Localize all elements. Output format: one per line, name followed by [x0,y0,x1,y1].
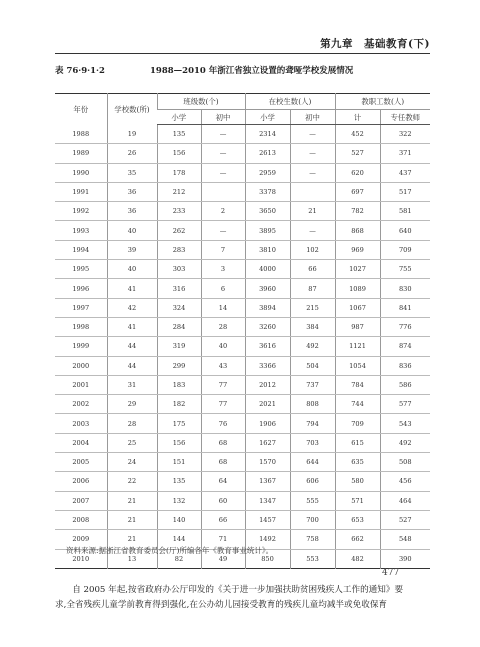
table-cell: 850 [245,549,290,568]
table-cell: 215 [290,298,335,317]
table-cell: 1994 [55,240,107,259]
table-cell: 2314 [245,125,290,144]
table-cell: 969 [335,240,380,259]
table-cell: 615 [335,433,380,452]
table-cell: 1367 [245,472,290,491]
table-cell: 830 [380,279,430,298]
table-cell: 40 [107,221,157,240]
table-cell: 662 [335,530,380,549]
table-row [55,433,430,452]
table-body [55,125,430,569]
table-cell: 464 [380,491,430,510]
table-cell: 1570 [245,453,290,472]
table-cell: 156 [157,144,201,163]
table-cell: 135 [157,125,201,144]
body-paragraph-line: 自 2005 年起,按省政府办公厅印发的《关于进一步加强扶助贫困残疾人工作的通知》要 [55,585,404,595]
table-cell: — [201,144,245,163]
page-number: 477 [382,568,400,578]
table-cell: 776 [380,317,430,336]
table-cell: 303 [157,260,201,279]
table-cell: 1492 [245,530,290,549]
table-cell: — [290,163,335,182]
table-cell: 21 [107,510,157,529]
table-cell: 183 [157,375,201,394]
table-cell: 3378 [245,182,290,201]
table-row [55,182,430,201]
table-cell: 527 [335,144,380,163]
table-cell: — [290,125,335,144]
table-cell: 3 [201,260,245,279]
table-row [55,337,430,356]
table-cell: 322 [380,125,430,144]
table-cell: 22 [107,472,157,491]
table-row [55,491,430,510]
table-cell: — [290,221,335,240]
table-cell: 151 [157,453,201,472]
table-cell: 64 [201,472,245,491]
table-cell: 640 [380,221,430,240]
table-cell: 2001 [55,375,107,394]
table-cell: 371 [380,144,430,163]
table-cell: 1992 [55,202,107,221]
table-cell: 1995 [55,260,107,279]
table-cell: 6 [201,279,245,298]
table-cell: 299 [157,356,201,375]
table-cell: 1990 [55,163,107,182]
table-cell: 14 [201,298,245,317]
table-cell: 36 [107,202,157,221]
table-cell: 1991 [55,182,107,201]
table-row [55,356,430,375]
table-cell: 580 [335,472,380,491]
table-cell: 697 [335,182,380,201]
table-cell: 390 [380,549,430,568]
table-cell: 836 [380,356,430,375]
table-cell: 784 [335,375,380,394]
table-cell: 182 [157,395,201,414]
table-cell: 1906 [245,414,290,433]
table-cell: 26 [107,144,157,163]
table-cell: 77 [201,395,245,414]
table-cell: 7 [201,240,245,259]
table-cell: 21 [107,491,157,510]
table-cell: 492 [380,433,430,452]
table-row [55,414,430,433]
table-cell: 76 [201,414,245,433]
table-cell: 66 [290,260,335,279]
table-cell: 1054 [335,356,380,375]
table-cell: 1988 [55,125,107,144]
table-cell: — [201,221,245,240]
table-cell: 808 [290,395,335,414]
table-row [55,395,430,414]
table-row [55,240,430,259]
data-table [55,93,430,569]
table-cell: 28 [107,414,157,433]
table-cell: 3616 [245,337,290,356]
table-cell: 3894 [245,298,290,317]
table-cell: 71 [201,530,245,549]
table-cell: 324 [157,298,201,317]
table-cell [201,182,245,201]
table-cell: 703 [290,433,335,452]
table-cell: 41 [107,279,157,298]
table-cell: 102 [290,240,335,259]
table-number: 表 76·9·1·2 [55,66,105,76]
table-cell: 437 [380,163,430,182]
table-cell: 620 [335,163,380,182]
table-cell: 316 [157,279,201,298]
table-cell: 44 [107,356,157,375]
table-cell: 987 [335,317,380,336]
table-cell: 586 [380,375,430,394]
table-cell: 548 [380,530,430,549]
header-staff-teachers: 专任教师 [380,110,430,125]
table-cell: 841 [380,298,430,317]
table-cell: 36 [107,182,157,201]
table-cell: 82 [157,549,201,568]
table-cell: 653 [335,510,380,529]
table-cell: 140 [157,510,201,529]
table-cell: 3810 [245,240,290,259]
table-cell: 2021 [245,395,290,414]
table-cell: 60 [201,491,245,510]
table-cell: 21 [107,530,157,549]
table-cell: 2005 [55,453,107,472]
table-row [55,279,430,298]
table-cell: 606 [290,472,335,491]
table-cell: 553 [290,549,335,568]
table-cell: 1989 [55,144,107,163]
table-row [55,144,430,163]
table-cell: 1027 [335,260,380,279]
table-cell: — [290,144,335,163]
table-cell: 25 [107,433,157,452]
header-students-junior: 初中 [290,110,335,125]
table-cell: 644 [290,453,335,472]
table-row [55,453,430,472]
table-cell: 758 [290,530,335,549]
table-cell: 709 [335,414,380,433]
table-cell: 1457 [245,510,290,529]
table-cell: 577 [380,395,430,414]
table-cell: 29 [107,395,157,414]
table-cell: 700 [290,510,335,529]
table-cell: 3366 [245,356,290,375]
table-cell: — [201,125,245,144]
body-paragraph-line: 求,全省残疾儿童学前教育得到强化,在公办幼儿园接受教育的残疾儿童均减半或免收保育 [55,599,388,610]
table-cell: — [201,163,245,182]
table-cell: 2006 [55,472,107,491]
table-cell: 212 [157,182,201,201]
table-row [55,260,430,279]
table-cell: 87 [290,279,335,298]
running-head-rule [55,53,430,54]
table-cell: 3650 [245,202,290,221]
table-cell: 1067 [335,298,380,317]
header-staff-total: 计 [335,110,380,125]
table-title: 1988—2010 年浙江省独立设置的聋哑学校发展情况 [150,66,354,76]
table-cell: 508 [380,453,430,472]
table-cell: 2002 [55,395,107,414]
running-head: 第九章 基础教育(下) [320,38,430,50]
table-cell: 178 [157,163,201,182]
table-cell: 43 [201,356,245,375]
table-row [55,125,430,144]
table-cell: 1627 [245,433,290,452]
header-classes-junior: 初中 [201,110,245,125]
table-cell: 284 [157,317,201,336]
table-cell: 31 [107,375,157,394]
table-row [55,298,430,317]
table-cell: 135 [157,472,201,491]
table-row [55,317,430,336]
table-cell: 874 [380,337,430,356]
table-cell: 1999 [55,337,107,356]
table-cell: 2009 [55,530,107,549]
table-row [55,163,430,182]
table-cell: 2010 [72,554,90,563]
table-cell: 233 [157,202,201,221]
table-cell: 77 [201,375,245,394]
table-cell: 452 [335,125,380,144]
table-cell: 543 [380,414,430,433]
table-cell: 319 [157,337,201,356]
table-cell: 2004 [55,433,107,452]
table-cell: 4000 [245,260,290,279]
table-cell: 1089 [335,279,380,298]
table-cell: 283 [157,240,201,259]
header-schools: 学校数(所) [107,94,157,125]
table-cell: 28 [201,317,245,336]
table-cell: 68 [201,433,245,452]
table-cell: 3260 [245,317,290,336]
table-cell: 744 [335,395,380,414]
table-cell: 3895 [245,221,290,240]
table-cell: 794 [290,414,335,433]
table-cell: 555 [290,491,335,510]
table-cell: 49 [201,549,245,568]
table-cell: 24 [107,453,157,472]
header-students: 在校生数(人) [245,94,335,110]
table-cell: 737 [290,375,335,394]
table-cell: 40 [201,337,245,356]
table-cell: 1121 [335,337,380,356]
source-note: 资料来源:据浙江省教育委员会(厅)所编各年《教育事业统计》。 [66,546,274,555]
body-text [55,583,430,612]
table-cell: 1997 [55,298,107,317]
table-cell: 571 [335,491,380,510]
table-row [55,510,430,529]
table-cell: 13 [107,549,157,568]
header-students-primary: 小学 [245,110,290,125]
table-cell: 35 [107,163,157,182]
table-cell: 482 [335,549,380,568]
table-cell: 40 [107,260,157,279]
table-cell: 635 [335,453,380,472]
table-cell: 132 [157,491,201,510]
table-cell: 2007 [55,491,107,510]
table-cell: 66 [201,510,245,529]
table-cell: 1998 [55,317,107,336]
table-cell: 456 [380,472,430,491]
table-cell: 517 [380,182,430,201]
table-cell: 709 [380,240,430,259]
table-row [55,472,430,491]
table-cell: 2003 [55,414,107,433]
table-cell: 2959 [245,163,290,182]
header-classes-primary: 小学 [157,110,201,125]
table-cell: 755 [380,260,430,279]
table-cell: 2613 [245,144,290,163]
table-cell: 42 [107,298,157,317]
table-cell: 68 [201,453,245,472]
table-cell: 19 [107,125,157,144]
table-cell: 41 [107,317,157,336]
table-cell: 2 [201,202,245,221]
table-cell: 262 [157,221,201,240]
table-cell: 44 [107,337,157,356]
table-cell: 1996 [55,279,107,298]
table-cell: 3960 [245,279,290,298]
table-cell: 39 [107,240,157,259]
table-cell: 581 [380,202,430,221]
table-cell: 175 [157,414,201,433]
table-cell: 21 [290,202,335,221]
table-cell: 504 [290,356,335,375]
table-row [55,221,430,240]
table-cell: 1347 [245,491,290,510]
table-row [55,375,430,394]
header-staff: 教职工数(人) [335,94,430,110]
header-year: 年份 [73,104,89,114]
table-cell: 2000 [55,356,107,375]
table-cell: 527 [380,510,430,529]
table-cell: 2008 [55,510,107,529]
table-cell: 144 [157,530,201,549]
table-cell [290,182,335,201]
table-cell: 868 [335,221,380,240]
header-classes: 班级数(个) [157,94,245,110]
table-cell: 1993 [55,221,107,240]
table-cell: 492 [290,337,335,356]
table-cell: 156 [157,433,201,452]
table-row [55,202,430,221]
table-cell: 782 [335,202,380,221]
table-cell: 384 [290,317,335,336]
table-cell: 2012 [245,375,290,394]
